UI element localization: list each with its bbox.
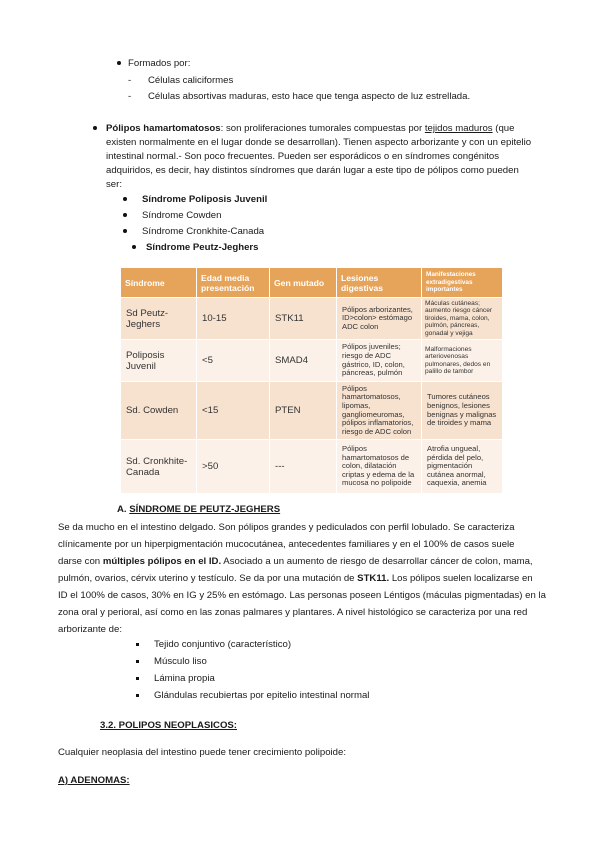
cell-edad: 10-15 <box>197 298 270 340</box>
table-row <box>121 340 503 382</box>
text-run: darse con <box>58 556 103 567</box>
syndrome-item: Síndrome Cowden <box>142 210 222 221</box>
cell-gen: SMAD4 <box>270 340 337 382</box>
bullet <box>93 126 97 130</box>
cell-extra: Malformaciones arteriovenosas pulmonares, dedos en palillo de tambor <box>422 340 503 382</box>
col-header-sindrome: Síndrome <box>121 268 197 298</box>
hamartomatosos-lead: Pólipos hamartomatosos <box>106 123 221 134</box>
hamartomatosos-line-3: intestinal normal.- Son poco frecuentes. Pueden ser esporádicos o en síndromes congénitos <box>106 151 500 162</box>
bullet <box>123 229 127 233</box>
histology-item: Glándulas recubiertas por epitelio intestinal normal <box>154 690 370 701</box>
formados-item: Células caliciformes <box>148 75 234 86</box>
text-run: Los pólipos suelen localizarse en <box>389 573 533 584</box>
cell-edad: <5 <box>197 340 270 382</box>
peutz-line-7: arborizante de: <box>58 624 122 635</box>
dash-bullet: - <box>128 75 132 86</box>
syndrome-item: Síndrome Peutz-Jeghers <box>146 242 259 253</box>
cell-lesiones: Pólipos hamartomatosos, lipomas, gangliomeuromas, pólipos inflamatorios, riesgo de ADC colon <box>337 382 422 440</box>
neoplasicos-text: Cualquier neoplasia del intestino puede tener crecimiento polipoide: <box>58 747 346 758</box>
cell-edad: >50 <box>197 440 270 494</box>
col-header-lesiones: Lesiones digestivas <box>337 268 422 298</box>
bullet <box>123 197 127 201</box>
text-run: Asociado a un aumento de riesgo de desarrollar cáncer de colon, mama, <box>221 556 533 567</box>
square-bullet <box>136 660 139 663</box>
table-header-row <box>121 268 503 298</box>
hamartomatosos-line-1 <box>106 122 514 135</box>
histology-item: Lámina propia <box>154 673 215 684</box>
cell-extra: Máculas cutáneas; aumento riesgo cáncer tiroides, mama, colon, pulmón, páncreas, gonadal y vejiga <box>422 298 503 340</box>
text-run-bold: múltiples pólipos en el ID. <box>102 556 222 567</box>
heading-prefix: A. <box>117 504 130 515</box>
peutz-line-3 <box>58 555 533 568</box>
text-run: pulmón, ovarios, cérvix uterino y testículo. Se da por una mutación de <box>58 573 358 584</box>
bullet <box>132 245 136 249</box>
bullet <box>123 213 127 217</box>
col-header-extra: Manifestaciones extradigestivas importantes <box>422 268 503 298</box>
tejidos-maduros-link: tejidos maduros <box>424 123 493 134</box>
cell-gen: PTEN <box>270 382 337 440</box>
cell-sindrome: Sd. Cronkhite-Canada <box>121 440 197 494</box>
cell-sindrome: Poliposis Juvenil <box>121 340 197 382</box>
hamartomatosos-line-2: existen normalmente en el lugar donde se desarrollan). Tienen aspecto arborizante y con un epitelio <box>106 137 532 148</box>
hamartomatosos-line-5: ser: <box>106 179 122 190</box>
peutz-heading <box>117 503 280 516</box>
dash-bullet: - <box>128 91 132 102</box>
heading-text: A) ADENOMAS: <box>58 775 130 786</box>
syndrome-item: Síndrome Cronkhite-Canada <box>142 226 265 237</box>
table-row <box>121 382 503 440</box>
syndromes-table <box>120 267 503 494</box>
hamartomatosos-line-4: adquiridos, es decir, hay distintos síndromes que darán lugar a este tipo de pólipos como pueden <box>106 165 519 176</box>
cell-sindrome: Sd. Cowden <box>121 382 197 440</box>
table-row <box>121 440 503 494</box>
neoplasicos-heading <box>100 719 237 732</box>
peutz-line-4 <box>58 572 533 585</box>
formados-title: Formados por: <box>128 58 191 69</box>
cell-gen: STK11 <box>270 298 337 340</box>
table-row <box>121 298 503 340</box>
cell-extra: Atrofia ungueal, pérdida del pelo, pigmentación cutánea anormal, caquexia, anemia <box>422 440 503 494</box>
peutz-line-2: clínicamente por un hiperpigmentación mucocutánea, antecedentes familiares y en el 100% de casos suele <box>58 539 515 550</box>
square-bullet <box>136 677 139 680</box>
col-header-edad: Edad media presentación <box>197 268 270 298</box>
peutz-line-6: zona oral y perioral, así como en las zonas palmares y plantares. A nivel histológico se caracteriza por una red <box>58 607 528 618</box>
histology-item: Tejido conjuntivo (característico) <box>154 639 292 650</box>
cell-lesiones: Pólipos arborizantes, ID>colon> estómago ADC colon <box>337 298 422 340</box>
cell-extra: Tumores cutáneos benignos, lesiones benignas y malignas de tiroides y mama <box>422 382 503 440</box>
peutz-line-5: ID el 100% de casos, 30% en IG y 25% en estómago. Las personas poseen Léntigos (máculas pigmentadas) en la <box>58 590 546 601</box>
histology-item: Músculo liso <box>154 656 207 667</box>
adenomas-heading <box>58 774 130 787</box>
peutz-line-1: Se da mucho en el intestino delgado. Son pólipos grandes y pediculados con perfil lobulado. Se caracteriza <box>58 522 515 533</box>
square-bullet <box>136 694 139 697</box>
text-run: : son proliferaciones tumorales compuestas por <box>220 123 425 134</box>
formados-item: Células absortivas maduras, esto hace que tenga aspecto de luz estrellada. <box>148 91 471 102</box>
syndrome-item: Síndrome Poliposis Juvenil <box>142 194 268 205</box>
col-header-gen: Gen mutado <box>270 268 337 298</box>
square-bullet <box>136 643 139 646</box>
heading-text: 3.2. POLIPOS NEOPLASICOS: <box>100 720 238 731</box>
bullet <box>117 61 121 65</box>
heading-text: SÍNDROME DE PEUTZ-JEGHERS <box>129 504 281 515</box>
cell-lesiones: Pólipos juveniles; riesgo de ADC gástrico, ID, colon, páncreas, pulmón <box>337 340 422 382</box>
text-run: (que <box>492 123 515 134</box>
text-run-bold: STK11. <box>357 573 390 584</box>
cell-gen: --- <box>270 440 337 494</box>
cell-lesiones: Pólipos hamartomatosos de colon, dilatación criptas y edema de la mucosa no polipoide <box>337 440 422 494</box>
cell-edad: <15 <box>197 382 270 440</box>
cell-sindrome: Sd Peutz-Jeghers <box>121 298 197 340</box>
